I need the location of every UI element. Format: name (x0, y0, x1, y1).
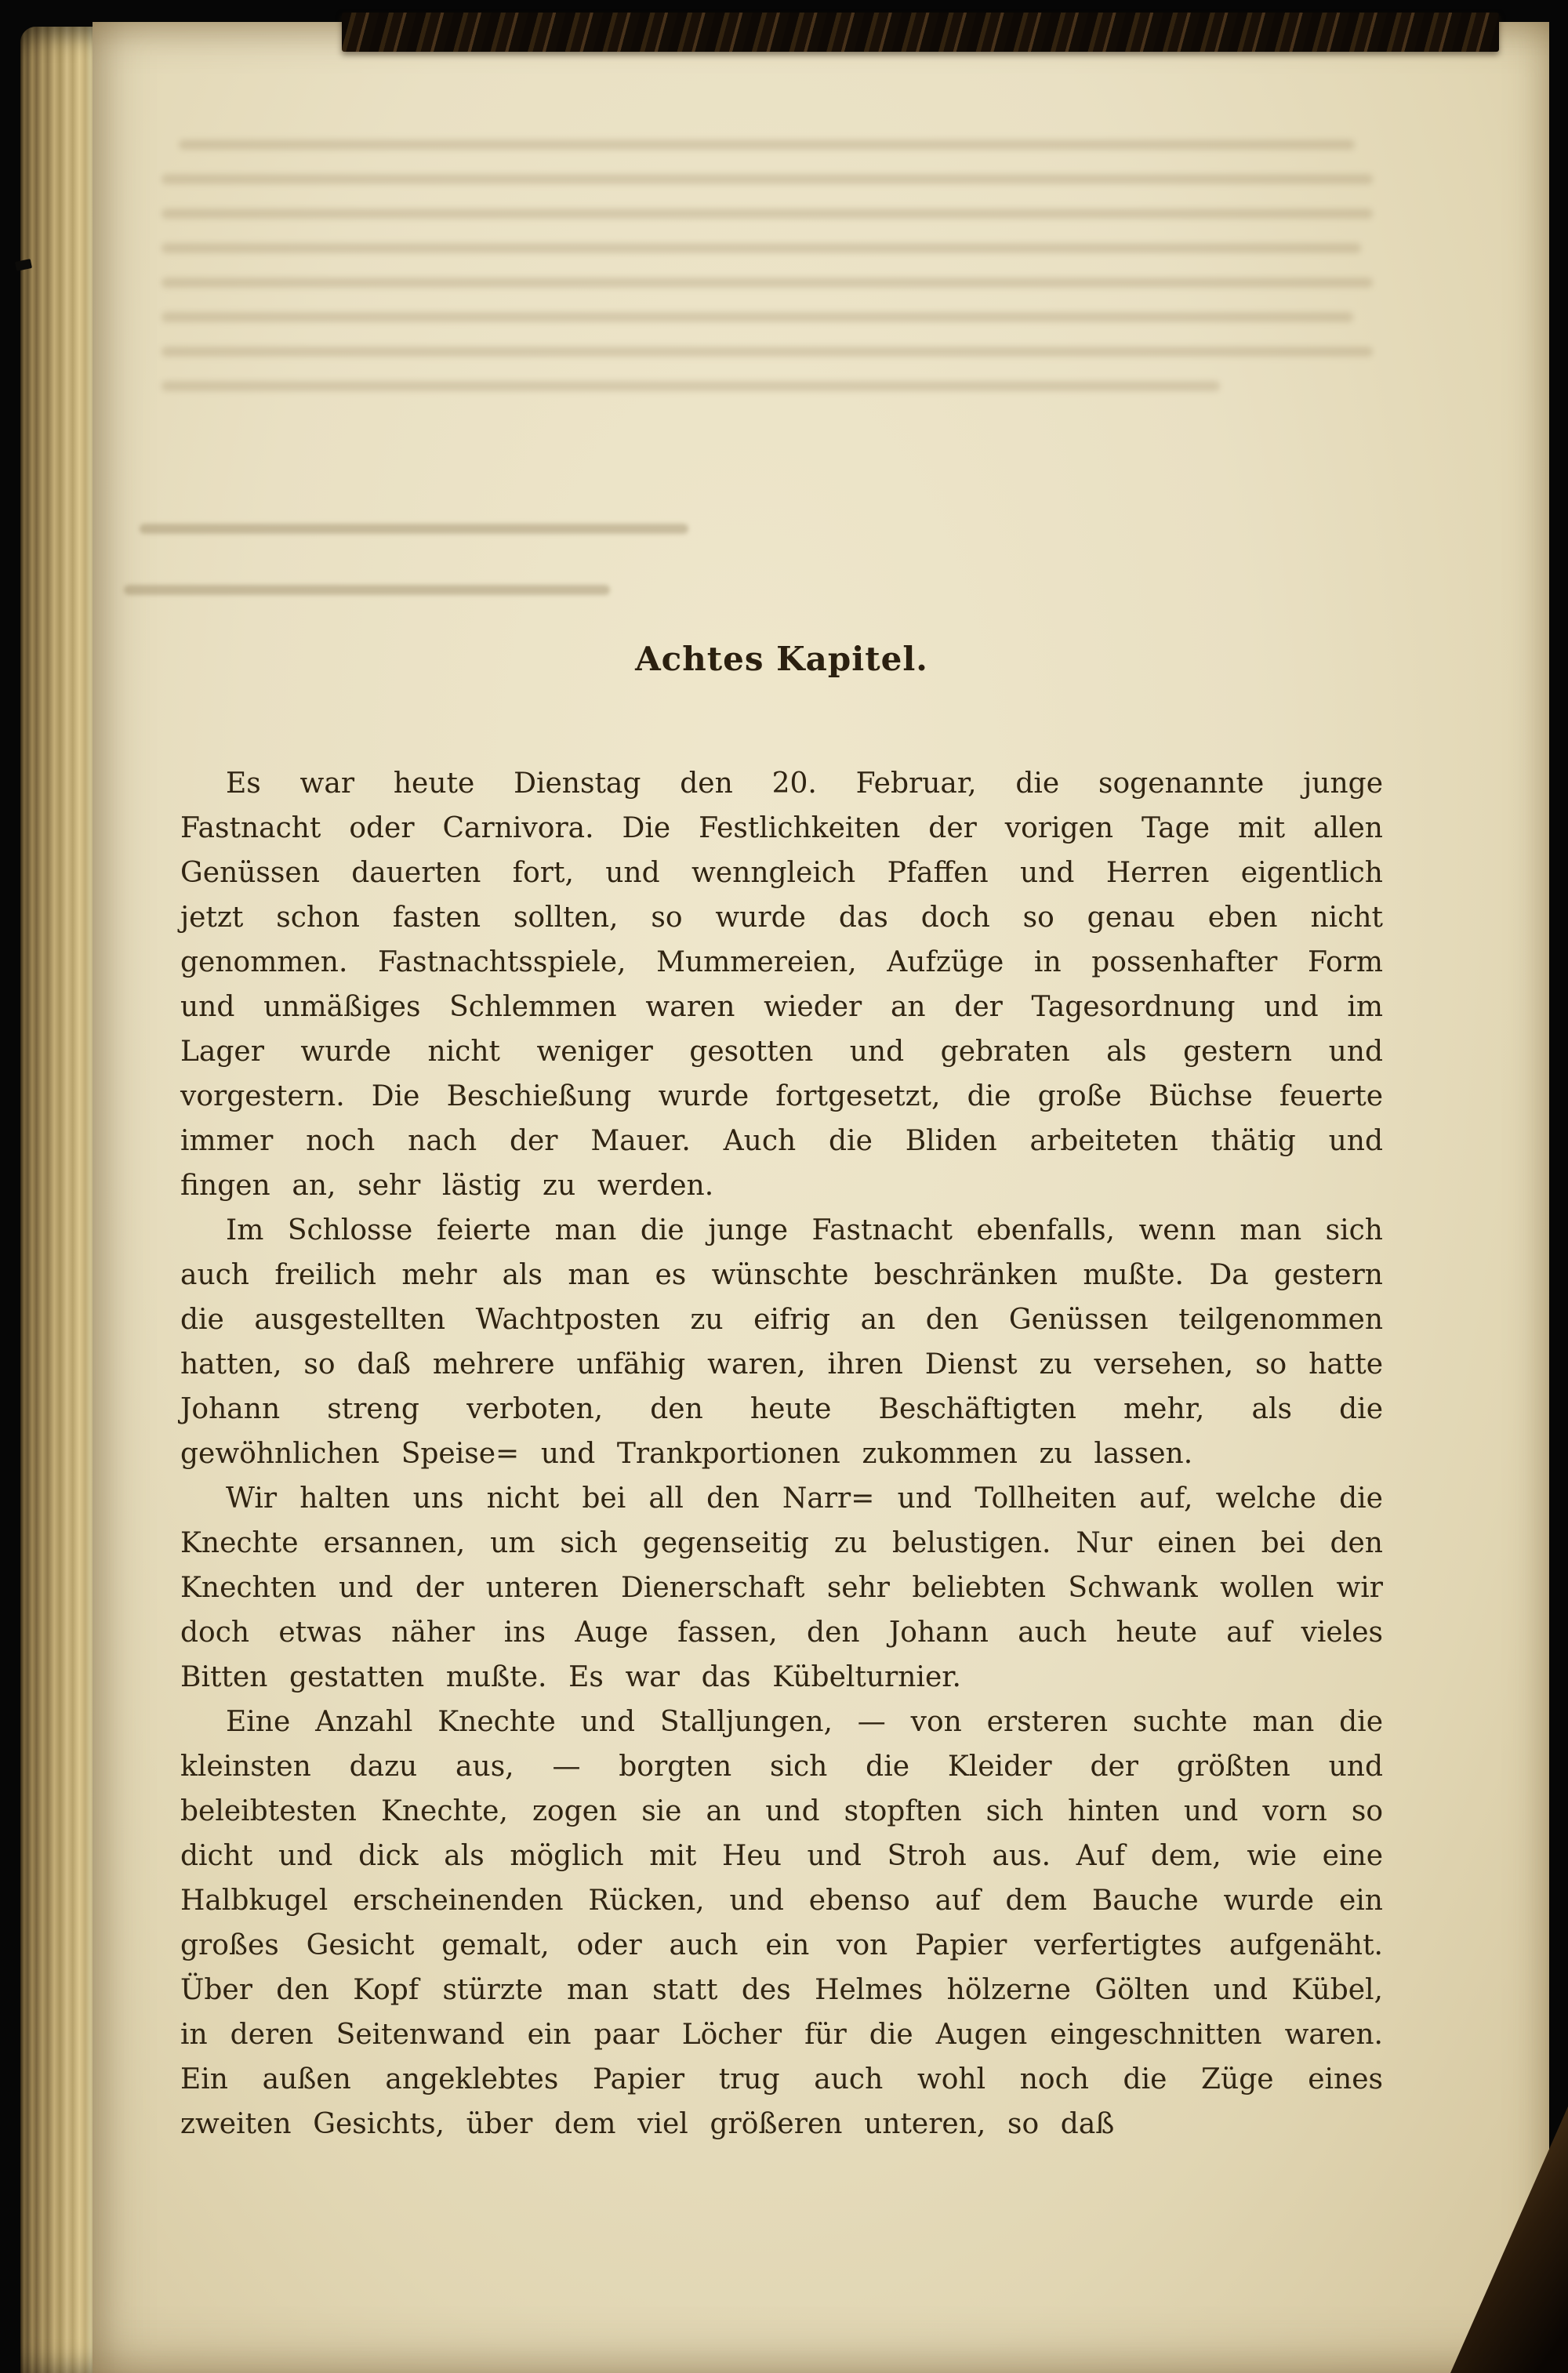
paragraph: Wir halten uns nicht bei all den Narr= und Tollheiten auf, welche die Knechte ersannen, um sich gegenseitig zu belustigen. Nur einen bei den Knechten und der unteren Dienerschaft sehr beliebten Schwank wollen wir doch etwas näher ins Auge fassen, den Johann auch heute auf vieles Bitten gestatten mußte. Es war das Kübelturnier. (180, 1482, 1383, 1694)
paragraph: Eine Anzahl Knechte und Stalljungen, — von ersteren suchte man die kleinsten dazu aus, — borgten sich die Kleider der größten und beleibtesten Knechte, zogen sie an und stopften sich hinten und vorn so dicht und dick als möglich mit Heu und Stroh aus. Auf dem, wie eine Halbkugel erscheinenden Rücken, und ebenso auf dem Bauche wurde ein großes Gesicht gemalt, oder auch ein von Papier verfertigtes aufgenäht. Über den Kopf stürzte man statt des Helmes hölzerne Gölten und Kübel, in deren Seitenwand ein paar Löcher für die Augen eingeschnitten waren. Ein außen angeklebtes Papier trug auch wohl noch die Züge eines zweiten Gesichts, über dem viel größeren unteren, so daß (180, 1706, 1383, 2141)
chapter-heading: Achtes Kapitel. (635, 640, 928, 678)
ghost-line (124, 585, 610, 595)
ghost-line (162, 347, 1373, 357)
page-body (180, 761, 1383, 2146)
ghost-line (162, 381, 1220, 391)
paragraph: Im Schlosse feierte man die junge Fastnacht ebenfalls, wenn man sich auch freilich mehr als man es wünschte beschränken mußte. Da gestern die ausgestellten Wachtposten zu eifrig an den Genüssen teilgenommen hatten, so daß mehrere unfähig waren, ihren Dienst zu versehen, so hatte Johann streng verboten, den heute Beschäftigten mehr, als die gewöhnlichen Speise= und Trankportionen zukommen zu lassen. (180, 1214, 1383, 1471)
ghost-line (162, 312, 1353, 322)
ghost-line (162, 174, 1373, 184)
page-content (180, 640, 1383, 2146)
ghost-line (162, 243, 1361, 253)
ghost-line (162, 278, 1373, 288)
book-page (93, 22, 1549, 2373)
page-edge-stack (20, 27, 94, 2373)
ghost-line (179, 140, 1355, 150)
cover-edge-top (342, 13, 1499, 52)
ghost-line (140, 524, 688, 534)
paragraph: Es war heute Dienstag den 20. Februar, die sogenannte junge Fastnacht oder Carnivora. Die Festlichkeiten der vorigen Tage mit allen Genüssen dauerten fort, und wenngleich Pfaffen und Herren eigentlich jetzt schon fasten sollten, so wurde das doch so genau eben nicht genommen. Fastnachtsspiele, Mummereien, Aufzüge in possenhafter Form und unmäßiges Schlemmen waren wieder an der Tagesordnung und im Lager wurde nicht weniger gesotten und gebraten als gestern und vorgestern. Die Beschießung wurde fortgesetzt, die große Büchse feuerte immer noch nach der Mauer. Auch die Bliden arbeiteten thätig und fingen an, sehr lästig zu werden. (180, 767, 1383, 1203)
ghost-line (162, 209, 1373, 219)
